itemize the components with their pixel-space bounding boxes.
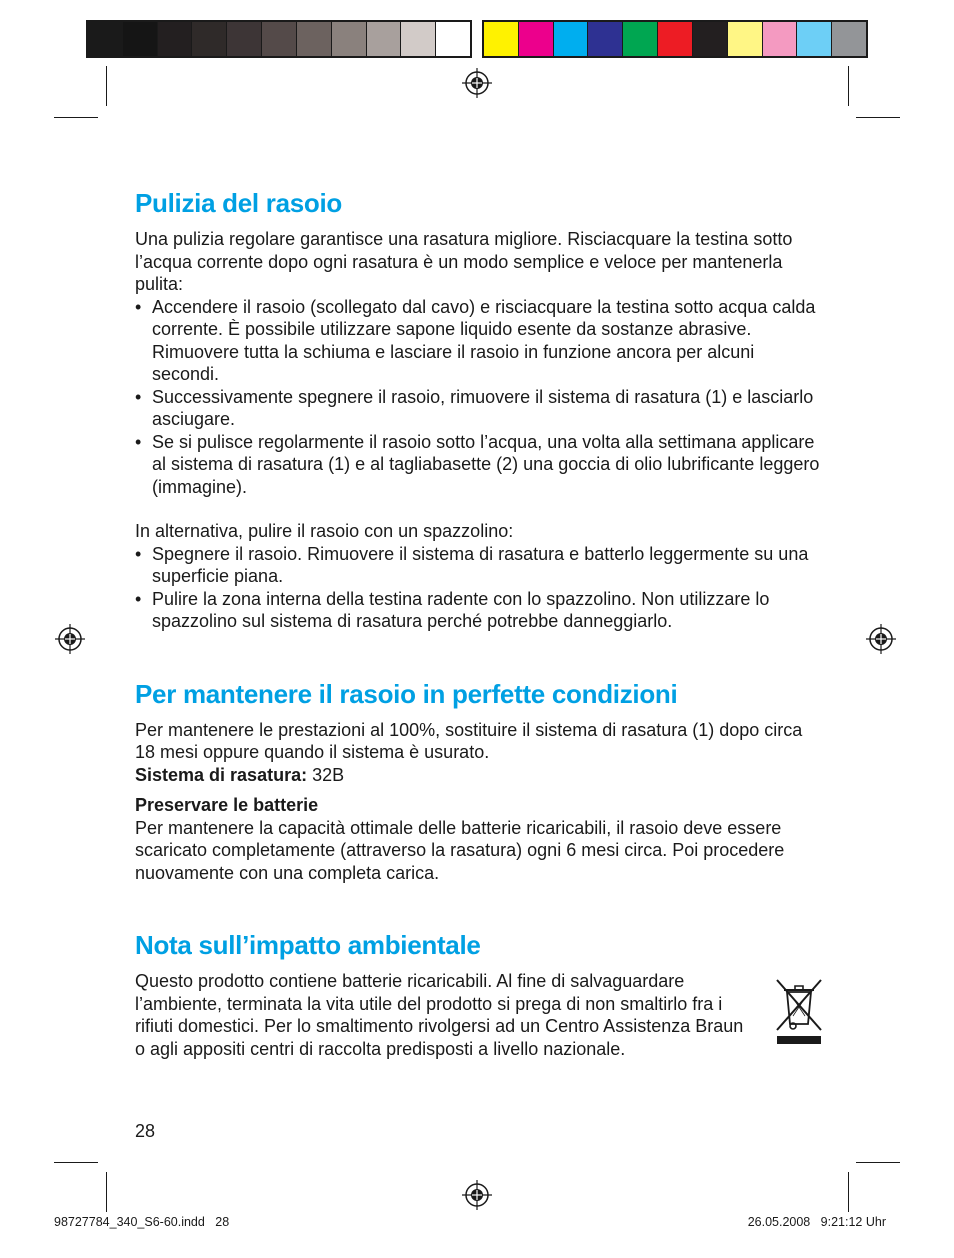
color-swatch [227,22,262,56]
crop-mark [856,1162,900,1163]
list-item: • Successivamente spegnere il rasoio, rimuovere il sistema di rasatura (1) e lasciarlo asciugare. [135,386,825,431]
crop-mark [54,117,98,118]
color-swatch [588,22,623,56]
section-title: Per mantenere il rasoio in perfette condizioni [135,678,678,709]
paragraph: Una pulizia regolare garantisce una rasatura migliore. Risciacquare la testina sotto l’acqua corrente dopo ogni rasatura è un modo semplice e veloce per mantenerla pulita: [135,229,793,294]
color-swatch [658,22,693,56]
list-item: • Se si pulisce regolarmente il rasoio sotto l’acqua, una volta alla settimana applicare al sistema di rasatura (1) e al tagliabasette (2) una goccia di olio lubrificante leggero (immagine). [135,431,825,499]
section-maintenance [135,677,825,885]
color-bar-process [482,20,868,58]
part-number-line [135,764,825,787]
section-title: Nota sull’impatto ambientale [135,930,481,960]
color-swatch [763,22,798,56]
part-label: Sistema di rasatura: [135,764,308,785]
paragraph: Questo prodotto contiene batterie ricaricabili. Al fine di salvaguardare l’ambiente, terminata la vita utile del prodotto si prega di non smaltirlo fra i rifiuti domestici. Per lo smaltimento rivolgersi ad un Centro Assistenza Braun o agli appositi centri di raccolta predisposti a livello nazionale. [135,971,744,1059]
list-item: • Pulire la zona interna della testina radente con lo spazzolino. Non utilizzare lo spazzolino sul sistema di rasatura perché potrebbe danneggiarlo. [135,588,825,633]
color-swatch [88,22,123,56]
crop-mark [106,66,107,106]
environment-block [135,970,825,1060]
section-environment [135,928,825,1060]
color-swatch [401,22,436,56]
crop-mark [54,1162,98,1163]
color-swatch [436,22,470,56]
list-item: • Spegnere il rasoio. Rimuovere il sistema di rasatura e batterlo leggermente su una superficie piana. [135,543,825,588]
paragraph: In alternativa, pulire il rasoio con un spazzolino: [135,521,514,541]
section-title: Pulizia del rasoio [135,188,342,218]
color-swatch [367,22,402,56]
color-swatch [728,22,763,56]
bullet-list [135,543,825,633]
registration-mark-icon [866,624,896,654]
color-swatch [832,22,866,56]
crop-mark [106,1172,107,1212]
registration-mark-icon [55,624,85,654]
color-swatch [297,22,332,56]
bullet-list [135,296,825,499]
color-bar-grayscale [86,20,472,58]
registration-mark-icon [462,68,492,98]
crop-mark [856,117,900,118]
registration-mark-icon [462,1180,492,1210]
crossed-out-wheelie-bin-icon [773,976,825,1046]
color-swatch [123,22,158,56]
color-swatch [554,22,589,56]
color-swatch [332,22,367,56]
color-swatch [693,22,728,56]
color-swatch [797,22,832,56]
color-swatch [519,22,554,56]
color-swatch [484,22,519,56]
subsection-title: Preservare le batterie [135,795,319,815]
color-swatch [192,22,227,56]
paragraph: Per mantenere la capacità ottimale delle batterie ricaricabili, il rasoio deve essere scaricato completamente (attraverso la rasatura) ogni 6 mesi circa. Poi procedere nuovamente con una completa carica. [135,817,785,883]
slug-file: 98727784_340_S6-60.indd 28 [54,1215,230,1229]
slug-timestamp: 26.05.2008 9:21:12 Uhr [747,1215,886,1229]
part-value: 32B [307,764,345,785]
paragraph: Per mantenere le prestazioni al 100%, sostituire il sistema di rasatura (1) dopo circa 18 mesi oppure quando il sistema è usurato. [135,719,803,762]
crop-mark [848,1172,849,1212]
color-swatch [158,22,193,56]
color-swatch [623,22,658,56]
section-cleaning [135,186,825,633]
color-swatch [262,22,297,56]
list-item: • Accendere il rasoio (scollegato dal cavo) e risciacquare la testina sotto acqua calda corrente. È possibile utilizzare sapone liquido esente da sostanze abrasive. Rimuovere tutta la schiuma e lasciare il rasoio in funzione ancora per alcuni secondi. [135,296,825,386]
page-number: 28 [135,1121,156,1141]
page-content [135,186,825,1060]
crop-mark [848,66,849,106]
